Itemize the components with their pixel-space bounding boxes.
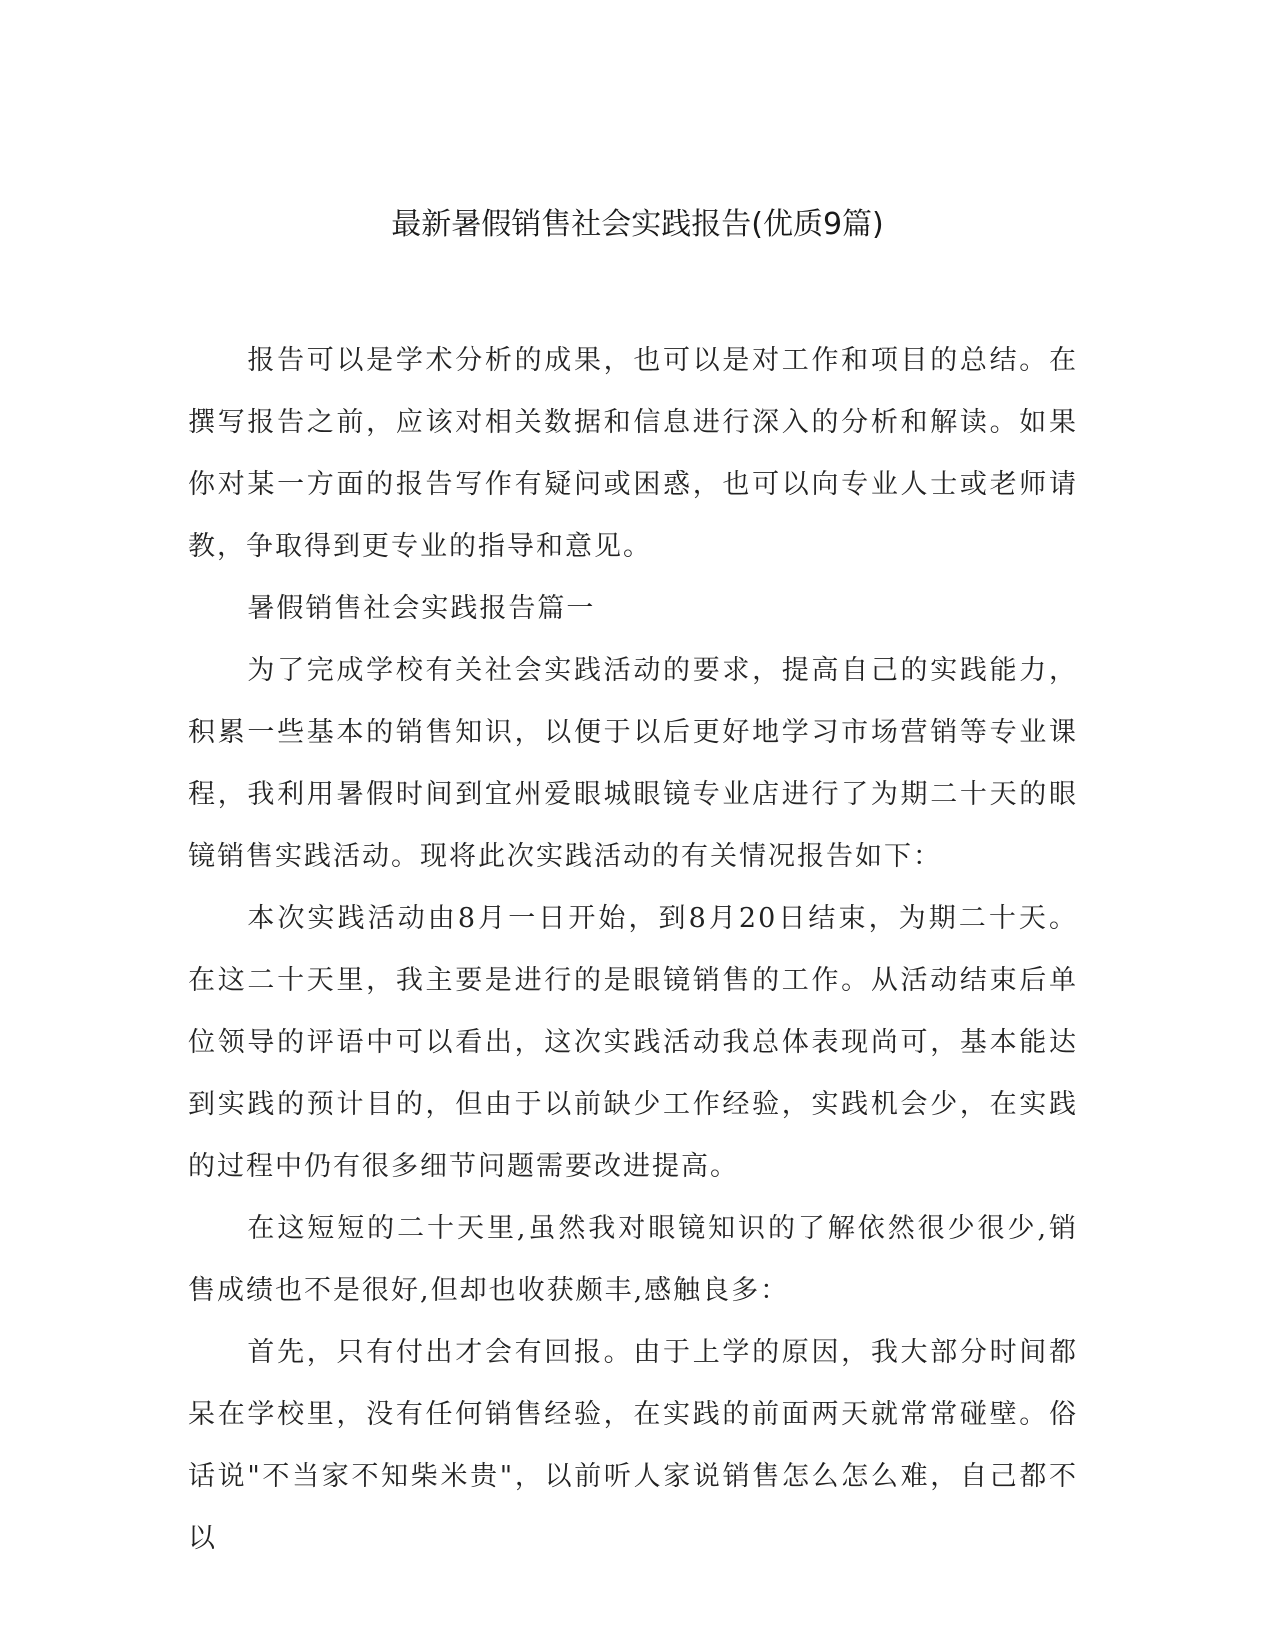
document-body: [188, 330, 1078, 1570]
document-title: 最新暑假销售社会实践报告(优质9篇): [391, 207, 884, 242]
body-paragraph: 本次实践活动由8月一日开始，到8月20日结束，为期二十天。在这二十天里，我主要是进行的是眼镜销售的工作。从活动结束后单位领导的评语中可以看出，这次实践活动我总体表现尚可，基本能达到实践的预计目的，但由于以前缺少工作经验，实践机会少，在实践的过程中仍有很多细节问题需要改进提高。: [188, 903, 1078, 1182]
body-paragraph: 首先，只有付出才会有回报。由于上学的原因，我大部分时间都呆在学校里，没有任何销售经验，在实践的前面两天就常常碰壁。俗话说"不当家不知柴米贵"，以前听人家说销售怎么怎么难，自己都不以: [188, 1337, 1078, 1554]
body-paragraph: 在这短短的二十天里,虽然我对眼镜知识的了解依然很少很少,销售成绩也不是很好,但却也收获颇丰,感触良多：: [188, 1213, 1078, 1306]
section-heading: 暑假销售社会实践报告篇一: [247, 593, 596, 624]
intro-paragraph: 报告可以是学术分析的成果，也可以是对工作和项目的总结。在撰写报告之前，应该对相关数据和信息进行深入的分析和解读。如果你对某一方面的报告写作有疑问或困惑，也可以向专业人士或老师请教，争取得到更专业的指导和意见。: [188, 345, 1078, 562]
body-paragraph: 为了完成学校有关社会实践活动的要求，提高自己的实践能力，积累一些基本的销售知识，以便于以后更好地学习市场营销等专业课程，我利用暑假时间到宜州爱眼城眼镜专业店进行了为期二十天的眼镜销售实践活动。现将此次实践活动的有关情况报告如下：: [188, 655, 1078, 872]
